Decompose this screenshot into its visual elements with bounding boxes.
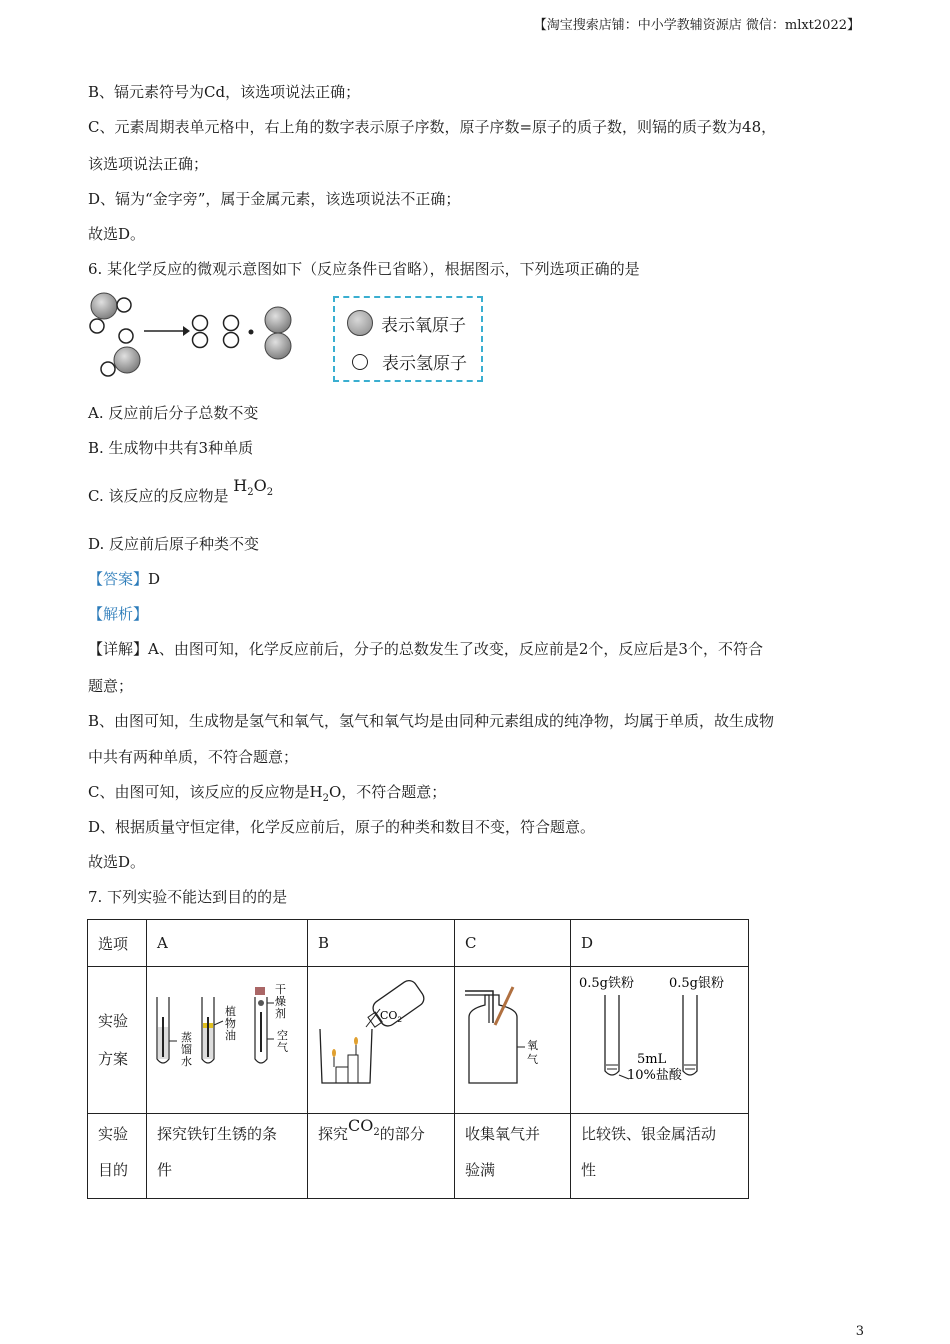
arrow-head (183, 326, 190, 336)
header-cell: C (455, 920, 571, 967)
hydrogen-atom (119, 329, 133, 343)
label-air-2: 气 (277, 1041, 288, 1054)
scheme-b-cell (308, 967, 455, 1114)
header-cell: A (147, 920, 308, 967)
oxygen-atom (265, 307, 291, 333)
legend-oxygen (347, 310, 466, 336)
label-water-3: 水 (181, 1055, 192, 1068)
hydrogen-atom (117, 298, 131, 312)
detail-d: D、根据质量守恒定律，化学反应前后，原子的种类和数目不变，符合题意。 (88, 818, 596, 836)
label-water-1: 蒸 (181, 1031, 192, 1044)
detail-b-line1: B、由图可知，生成物是氢气和氧气，氢气和氧气均是由同种元素组成的纯净物，均属于单质，故生成物 (88, 712, 775, 730)
header-cell: 选项 (88, 920, 147, 967)
label-dryer-3: 剂 (275, 1007, 286, 1020)
header-cell: D (571, 920, 749, 967)
scheme-a-cell (147, 967, 308, 1114)
oxygen-atom (265, 333, 291, 359)
scheme-d-cell (571, 967, 749, 1114)
legend-hydrogen (347, 349, 467, 374)
q6-stem: 6. 某化学反应的微观示意图如下（反应条件已省略），根据图示，下列选项正确的是 (88, 260, 640, 278)
label-acid: 10%盐酸 (627, 1068, 682, 1083)
table-scheme-row (88, 967, 749, 1114)
q6-option-c (88, 476, 274, 513)
scheme-label-cell: 实验 方案 (88, 967, 147, 1114)
detail-a-line1: 【详解】A、由图可知，化学反应前后，分子的总数发生了改变，反应前是2个，反应后是3个，不符合 (88, 640, 763, 658)
purpose-c-cell: 收集氧气并 验满 (455, 1114, 571, 1199)
reaction-diagram (86, 288, 301, 384)
page-header: 【淘宝搜索店铺：中小学教辅资源店 微信：mlxt2022】 (533, 18, 860, 33)
hydrogen-atom (193, 333, 208, 348)
table-purpose-row (88, 1114, 749, 1199)
detail-b-line2: 中共有两种单质，不符合题意； (88, 748, 299, 766)
legend-hydrogen-label: 表示氢原子 (382, 354, 467, 374)
scheme-c-cell (455, 967, 571, 1114)
detail-label: 【详解】 (88, 640, 149, 658)
label-co2: $CO_2$ (380, 1009, 402, 1024)
hydrogen-atom-icon (352, 354, 368, 370)
label-oxygen-1: 氧 (527, 1039, 538, 1052)
purpose-b-cell: 探究$CO_2$的部分 (308, 1114, 455, 1199)
hydrogen-atom (90, 319, 104, 333)
prev-option-b: B、镉元素符号为Cd，该选项说法正确； (88, 83, 361, 101)
hydrogen-atom (193, 316, 208, 331)
q7-stem: 7. 下列实验不能达到目的的是 (88, 888, 288, 906)
q6-option-c-text: C. 该反应的反应物是 (88, 487, 229, 505)
separator-dot (249, 330, 254, 335)
detail-c: C、由图可知，该反应的反应物是$H_2O$，不符合题意； (88, 783, 447, 804)
answer-label: 【答案】 (88, 570, 149, 588)
co2-beaker-figure (308, 967, 455, 1113)
label-volume: 5mL (637, 1052, 667, 1067)
prev-option-c-line2: 该选项说法正确； (88, 155, 209, 173)
iron-rust-experiment-figure (147, 967, 308, 1113)
label-silver-powder: 0.5g银粉 (669, 976, 724, 991)
hydrogen-atom (224, 316, 239, 331)
legend-oxygen-label: 表示氧原子 (381, 315, 466, 336)
label-oxygen-2: 气 (527, 1053, 538, 1066)
analysis-label: 【解析】 (88, 605, 149, 623)
label-oil-1: 植 (225, 1005, 236, 1018)
oxygen-atom-icon (347, 310, 373, 336)
q6-option-d: D. 反应前后原子种类不变 (88, 535, 260, 553)
hydrogen-atom (101, 362, 115, 376)
label-air-1: 空 (277, 1029, 288, 1042)
prev-option-c-line1: C、元素周期表单元格中，右上角的数字表示原子序数，原子序数=原子的质子数，则镉的质子数为48， (88, 118, 777, 136)
purpose-a-cell: 探究铁钉生锈的条 件 (147, 1114, 308, 1199)
gas-collection-figure (455, 967, 571, 1113)
q6-conclusion: 故选D。 (88, 853, 146, 871)
page-number: 3 (855, 1324, 864, 1339)
formula-h2o2: $H_2O_2$ (233, 476, 274, 499)
label-iron-powder: 0.5g铁粉 (579, 976, 634, 991)
table-header-row (88, 920, 749, 967)
detail-a-line2: 题意； (88, 677, 134, 695)
label-water-2: 馏 (181, 1043, 192, 1056)
q6-option-a: A. 反应前后分子总数不变 (88, 404, 259, 422)
q6-answer (88, 569, 160, 589)
diagram-legend (333, 296, 483, 382)
q6-option-b: B. 生成物中共有3种单质 (88, 439, 254, 457)
label-dryer-2: 燥 (275, 995, 286, 1008)
label-dryer-1: 干 (275, 983, 286, 996)
header-cell: B (308, 920, 455, 967)
purpose-label-cell: 实验 目的 (88, 1114, 147, 1199)
prev-conclusion: 故选D。 (88, 225, 146, 243)
metal-activity-figure (571, 967, 749, 1113)
oxygen-atom (91, 293, 117, 319)
label-oil-2: 物 (225, 1017, 236, 1030)
prev-option-d: D、镉为“金字旁”，属于金属元素，该选项说法不正确； (88, 190, 461, 208)
purpose-d-cell: 比较铁、银金属活动 性 (571, 1114, 749, 1199)
answer-value: D (148, 570, 161, 588)
label-oil-3: 油 (225, 1029, 236, 1042)
oxygen-atom (114, 347, 140, 373)
q7-table (87, 919, 749, 1199)
hydrogen-atom (224, 333, 239, 348)
